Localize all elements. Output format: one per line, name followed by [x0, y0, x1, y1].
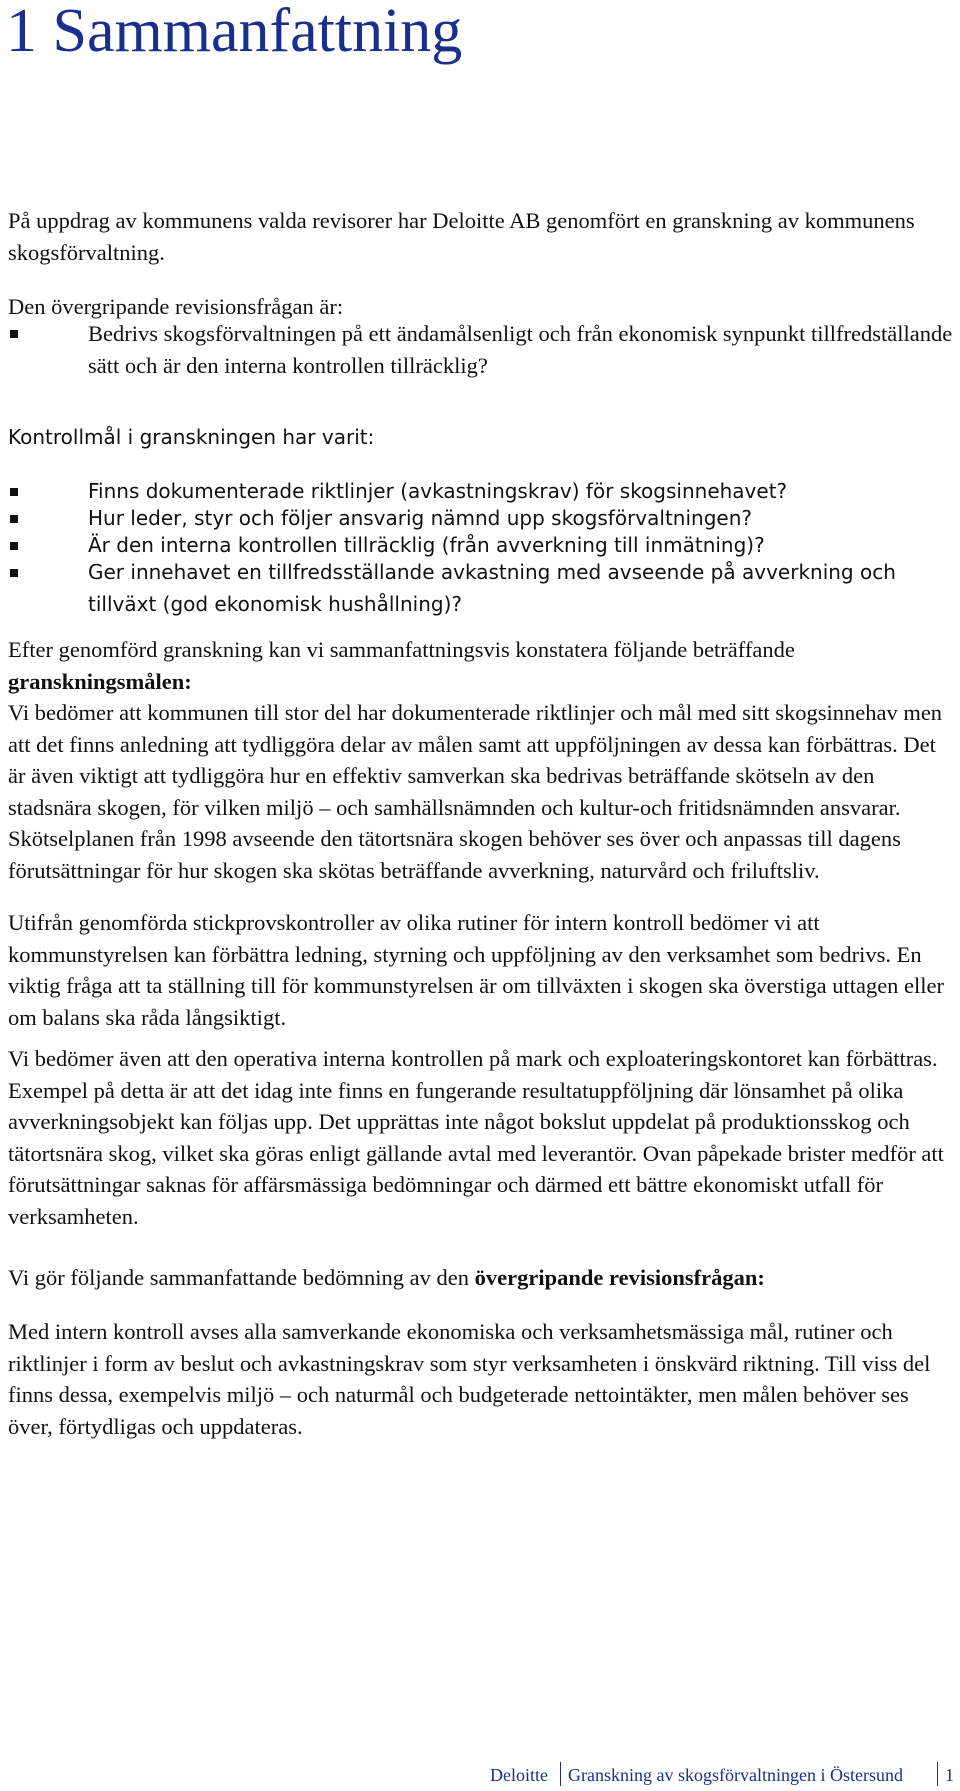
conclusion-paragraph [8, 634, 958, 886]
question-item-text: Bedrivs skogsförvaltningen på ett ändamålsenligt och från ekonomisk synpunkt tillfredställande sätt och är den interna kontrollen tillräcklig? [88, 321, 953, 378]
page-title: 1 Sammanfattning [6, 0, 463, 65]
conclusion-body: Vi bedömer att kommunen till stor del har dokumenterade riktlinjer och mål med sitt skogsinnehav men att det finns anledning att tydliggöra delar av målen samt att uppföljningen av dessa kan förbättras. Det är även viktigt att tydliggöra hur en effektiv samverkan ska bedrivas beträffande skötseln av den stadsnära skogen, för vilken miljö – och samhällsnämnden och kultur-och fritidsnämnden ansvarar. Skötselplanen från 1998 avseende den tätortsnära skogen behöver ses över och anpassas till dagens förutsättningar för hur skogen ska skötas beträffande avverkning, naturvård och friluftsliv. [8, 700, 943, 883]
question-list-item [8, 318, 958, 381]
footer-divider [937, 1762, 938, 1786]
footer-page-number: 1 [945, 1765, 954, 1785]
summary-bold: övergripande revisionsfrågan: [474, 1265, 765, 1290]
control-item-text: Hur leder, styr och följer ansvarig nämnd upp skogsförvaltningen? [88, 506, 752, 530]
summary-lead: Vi gör följande sammanfattande bedömning av den [8, 1265, 470, 1290]
operativa-paragraph: Vi bedömer även att den operativa interna kontrollen på mark och exploateringskontoret kan förbättras. Exempel på detta är att det idag inte finns en fungerande resultatuppföljning där lönsamhet på olika avverkningsobjekt kan följas upp. Det upprättas inte något bokslut uppdelat på produktionsskog och tätortsnära skog, vilket ska göras enligt gällande avtal med leverantör. Ovan påpekade brister medför att förutsättningar saknas för affärsmässiga bedömningar och därmed ett bättre ekonomiskt utfall för verksamheten. [8, 1046, 944, 1229]
question-intro: Den övergripande revisionsfrågan är: [8, 294, 344, 319]
intro-paragraph: På uppdrag av kommunens valda revisorer har Deloitte AB genomfört en granskning av kommunens skogsförvaltning. [8, 208, 915, 265]
footer-title: Granskning av skogsförvaltningen i Östersund [568, 1765, 903, 1785]
conclusion-lead: Efter genomförd granskning kan vi sammanfattningsvis konstatera följande beträffande [8, 637, 795, 662]
footer-company: Deloitte [490, 1765, 548, 1785]
control-item-text: Är den interna kontrollen tillräcklig (från avverkning till inmätning)? [88, 533, 765, 557]
square-bullet-icon [10, 330, 18, 338]
square-bullet-icon [10, 569, 18, 577]
square-bullet-icon [10, 515, 18, 523]
footer-divider [560, 1762, 561, 1786]
control-item-text: Finns dokumenterade riktlinjer (avkastningskrav) för skogsinnehavet? [88, 479, 788, 503]
control-intro: Kontrollmål i granskningen har varit: [8, 425, 375, 449]
control-item-text: Ger innehavet en tillfredsställande avkastning med avseende på avverkning och tillväxt (god ekonomisk hushållning)? [88, 560, 896, 616]
summary-lead-paragraph [8, 1262, 958, 1294]
square-bullet-icon [10, 488, 18, 496]
stickprov-paragraph: Utifrån genomförda stickprovskontroller av olika rutiner för intern kontroll bedömer vi att kommunstyrelsen kan förbättra ledning, styrning och uppföljning av den verksamhet som bedrivs. En viktig fråga att ta ställning till för kommunstyrelsen är om tillväxten i skogen ska överstiga uttagen eller om balans ska råda långsiktigt. [8, 910, 945, 1030]
page-footer [0, 1762, 960, 1788]
square-bullet-icon [10, 542, 18, 550]
final-paragraph: Med intern kontroll avses alla samverkande ekonomiska och verksamhetsmässiga mål, rutiner och riktlinjer i form av beslut och avkastningskrav som styr verksamheten i önskvärd riktning. Till viss del finns dessa, exempelvis miljö – och naturmål och budgeterade nettointäkter, men målen behöver ses över, förtydligas och uppdateras. [8, 1319, 931, 1439]
conclusion-bold: granskningsmålen: [8, 668, 192, 694]
